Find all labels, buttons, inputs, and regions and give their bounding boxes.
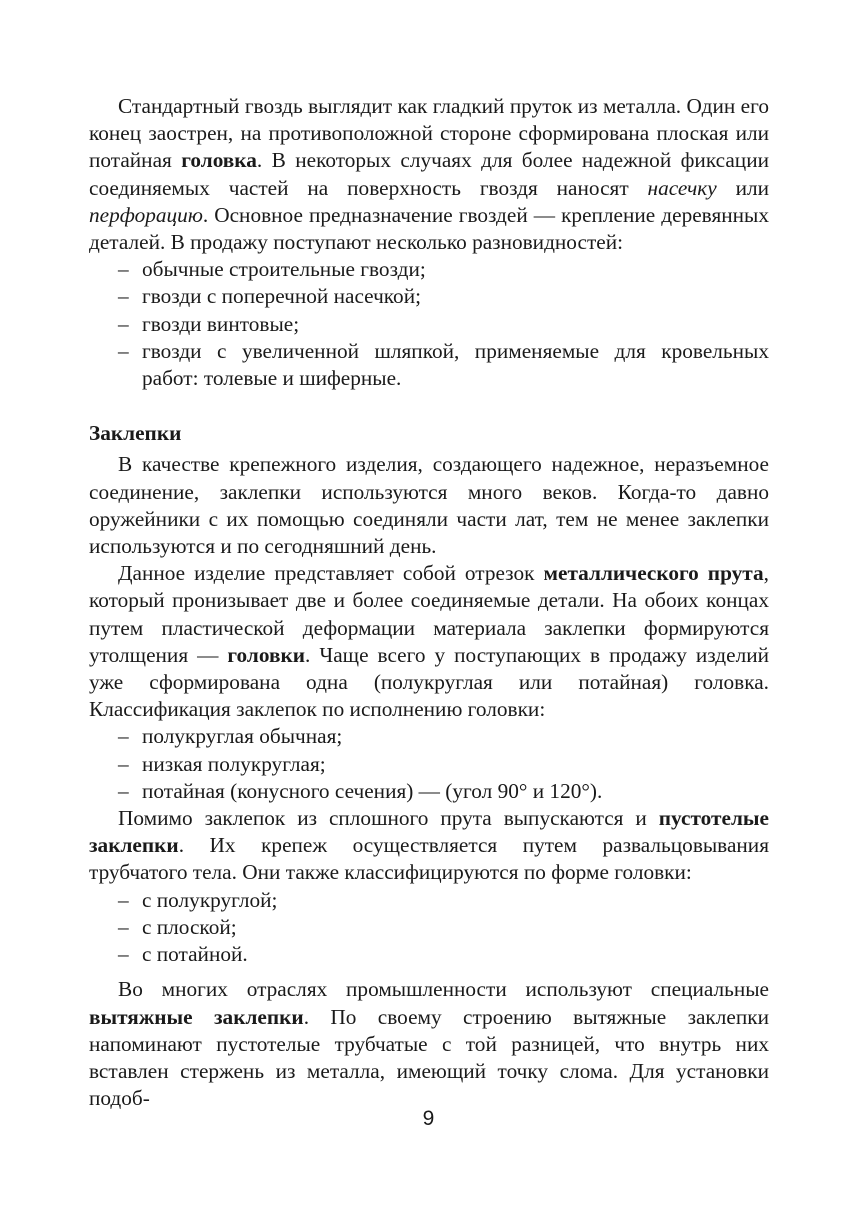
page-body (89, 93, 769, 1112)
list-item: – гвозди с поперечной насечкой; (118, 284, 422, 309)
list-item: – низкая полукруглая; (118, 751, 326, 776)
list-item: – потайная (конусного сечения) — (угол 90° и 120°). (118, 778, 603, 803)
hollow-types-list (89, 887, 769, 969)
term-blind-rivets: вытяжные заклепки (89, 1004, 304, 1029)
list-item: – гвозди с увеличенной шляпкой, применяемые для кровельных работ: толевые и шиферные. (118, 338, 769, 391)
nail-types-list (89, 256, 769, 392)
term-head: головка (181, 148, 257, 173)
list-item: – полукруглая обычная; (118, 724, 343, 749)
paragraph-rivets-description: Данное изделие представляет собой отрезок металлического прута, который пронизывает две и более соединяемые детали. На обоих концах путем пластической деформации материала заклепки формируются утолщения — головки. Чаще всего у поступающих в продажу изделий уже сформирована одна (полукруглая или потайная) головка. Классификация заклепок по исполнению головки: (89, 561, 769, 722)
list-item: – обычные строительные гвозди; (118, 257, 426, 282)
list-item: – с полукруглой; (118, 887, 278, 912)
term-perforation: перфорацию (89, 202, 203, 227)
list-item: – с плоской; (118, 914, 237, 939)
head-types-list (89, 723, 769, 805)
section-heading-rivets: Заклепки (89, 421, 182, 446)
list-item: – с потайной. (118, 942, 248, 967)
term-heads: головки (227, 642, 306, 667)
term-metal-rod: металлического прута (543, 561, 764, 586)
paragraph-nails: Стандартный гвоздь выглядит как гладкий пруток из металла. Один его конец заострен, на противоположной стороне сформирована плоская или потайная головка. В некоторых случаях для более надежной фиксации соединяемых частей на поверхность гвоздя наносят насечку или перфорацию. Основное предназначение гвоздей — крепление деревянных деталей. В продажу поступают несколько разновидностей: (89, 94, 770, 255)
page-number: 9 (422, 1107, 435, 1130)
term-notch: насечку (647, 175, 717, 200)
paragraph-rivets-intro: В качестве крепежного изделия, создающего надежное, неразъемное соединение, заклепки используются много веков. Когда-то давно оружейники с их помощью соединяли части лат, тем не менее заклепки используются и по сегодняшний день. (89, 452, 769, 559)
list-item: – гвозди винтовые; (118, 311, 300, 336)
paragraph-blind-rivets: Во многих отраслях промышленности используют специальные вытяжные заклепки. По своему строению вытяжные заклепки напоминают пустотелые трубчатые с той разницей, что внутрь них вставлен стержень из металла, имеющий точку слома. Для установки подоб- (89, 977, 769, 1111)
term-hollow-rivets: пустотелые заклепки (89, 806, 769, 858)
paragraph-hollow-rivets: Помимо заклепок из сплошного прута выпускаются и пустотелые заклепки. Их крепеж осуществляется путем развальцовывания трубчатого тела. Они также классифицируются по форме головки: (89, 806, 769, 885)
